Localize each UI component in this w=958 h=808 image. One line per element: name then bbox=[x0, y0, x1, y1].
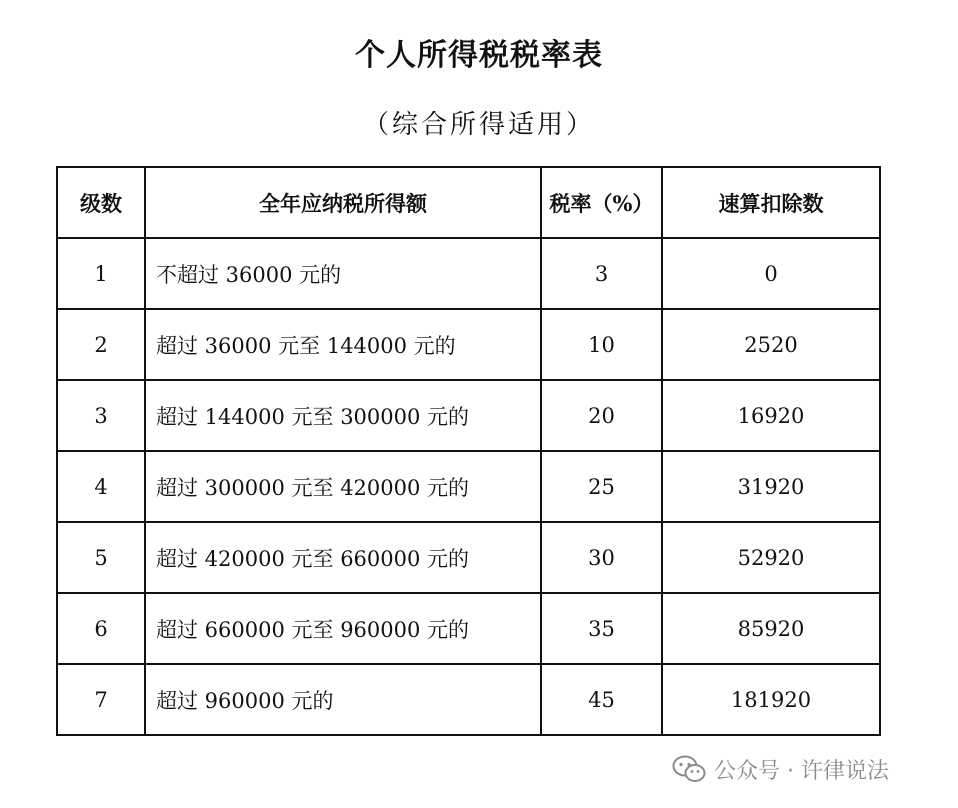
cell-level: 4 bbox=[57, 451, 145, 522]
cell-income-range: 超过 960000 元的 bbox=[145, 664, 541, 735]
cell-quick-deduction: 85920 bbox=[662, 593, 880, 664]
cell-income-range: 不超过 36000 元的 bbox=[145, 238, 541, 309]
cell-income-range: 超过 144000 元至 300000 元的 bbox=[145, 380, 541, 451]
header-quick-deduction: 速算扣除数 bbox=[662, 167, 880, 238]
table-row bbox=[57, 238, 880, 309]
cell-quick-deduction: 2520 bbox=[662, 309, 880, 380]
page-subtitle: （综合所得适用） bbox=[362, 110, 595, 140]
table-row bbox=[57, 522, 880, 593]
tax-rate-table bbox=[56, 166, 881, 736]
watermark bbox=[672, 752, 889, 786]
cell-tax-rate: 45 bbox=[541, 664, 662, 735]
cell-tax-rate: 3 bbox=[541, 238, 662, 309]
cell-quick-deduction: 31920 bbox=[662, 451, 880, 522]
header-level: 级数 bbox=[57, 167, 145, 238]
cell-tax-rate: 25 bbox=[541, 451, 662, 522]
page-title: 个人所得税税率表 bbox=[355, 38, 603, 73]
cell-level: 1 bbox=[57, 238, 145, 309]
cell-quick-deduction: 16920 bbox=[662, 380, 880, 451]
cell-income-range: 超过 420000 元至 660000 元的 bbox=[145, 522, 541, 593]
cell-income-range: 超过 660000 元至 960000 元的 bbox=[145, 593, 541, 664]
cell-level: 3 bbox=[57, 380, 145, 451]
cell-level: 2 bbox=[57, 309, 145, 380]
cell-tax-rate: 20 bbox=[541, 380, 662, 451]
header-tax-rate: 税率（%） bbox=[541, 167, 662, 238]
table-row bbox=[57, 451, 880, 522]
table-row bbox=[57, 664, 880, 735]
cell-quick-deduction: 181920 bbox=[662, 664, 880, 735]
cell-income-range: 超过 36000 元至 144000 元的 bbox=[145, 309, 541, 380]
cell-level: 5 bbox=[57, 522, 145, 593]
header-income-range: 全年应纳税所得额 bbox=[145, 167, 541, 238]
wechat-icon bbox=[672, 755, 706, 783]
table-row bbox=[57, 380, 880, 451]
table-header-row bbox=[57, 167, 880, 238]
cell-level: 6 bbox=[57, 593, 145, 664]
watermark-text: 公众号 · 许律说法 bbox=[714, 758, 889, 784]
cell-quick-deduction: 0 bbox=[662, 238, 880, 309]
cell-quick-deduction: 52920 bbox=[662, 522, 880, 593]
cell-tax-rate: 30 bbox=[541, 522, 662, 593]
cell-income-range: 超过 300000 元至 420000 元的 bbox=[145, 451, 541, 522]
cell-tax-rate: 35 bbox=[541, 593, 662, 664]
table-row bbox=[57, 593, 880, 664]
table-row bbox=[57, 309, 880, 380]
cell-level: 7 bbox=[57, 664, 145, 735]
cell-tax-rate: 10 bbox=[541, 309, 662, 380]
